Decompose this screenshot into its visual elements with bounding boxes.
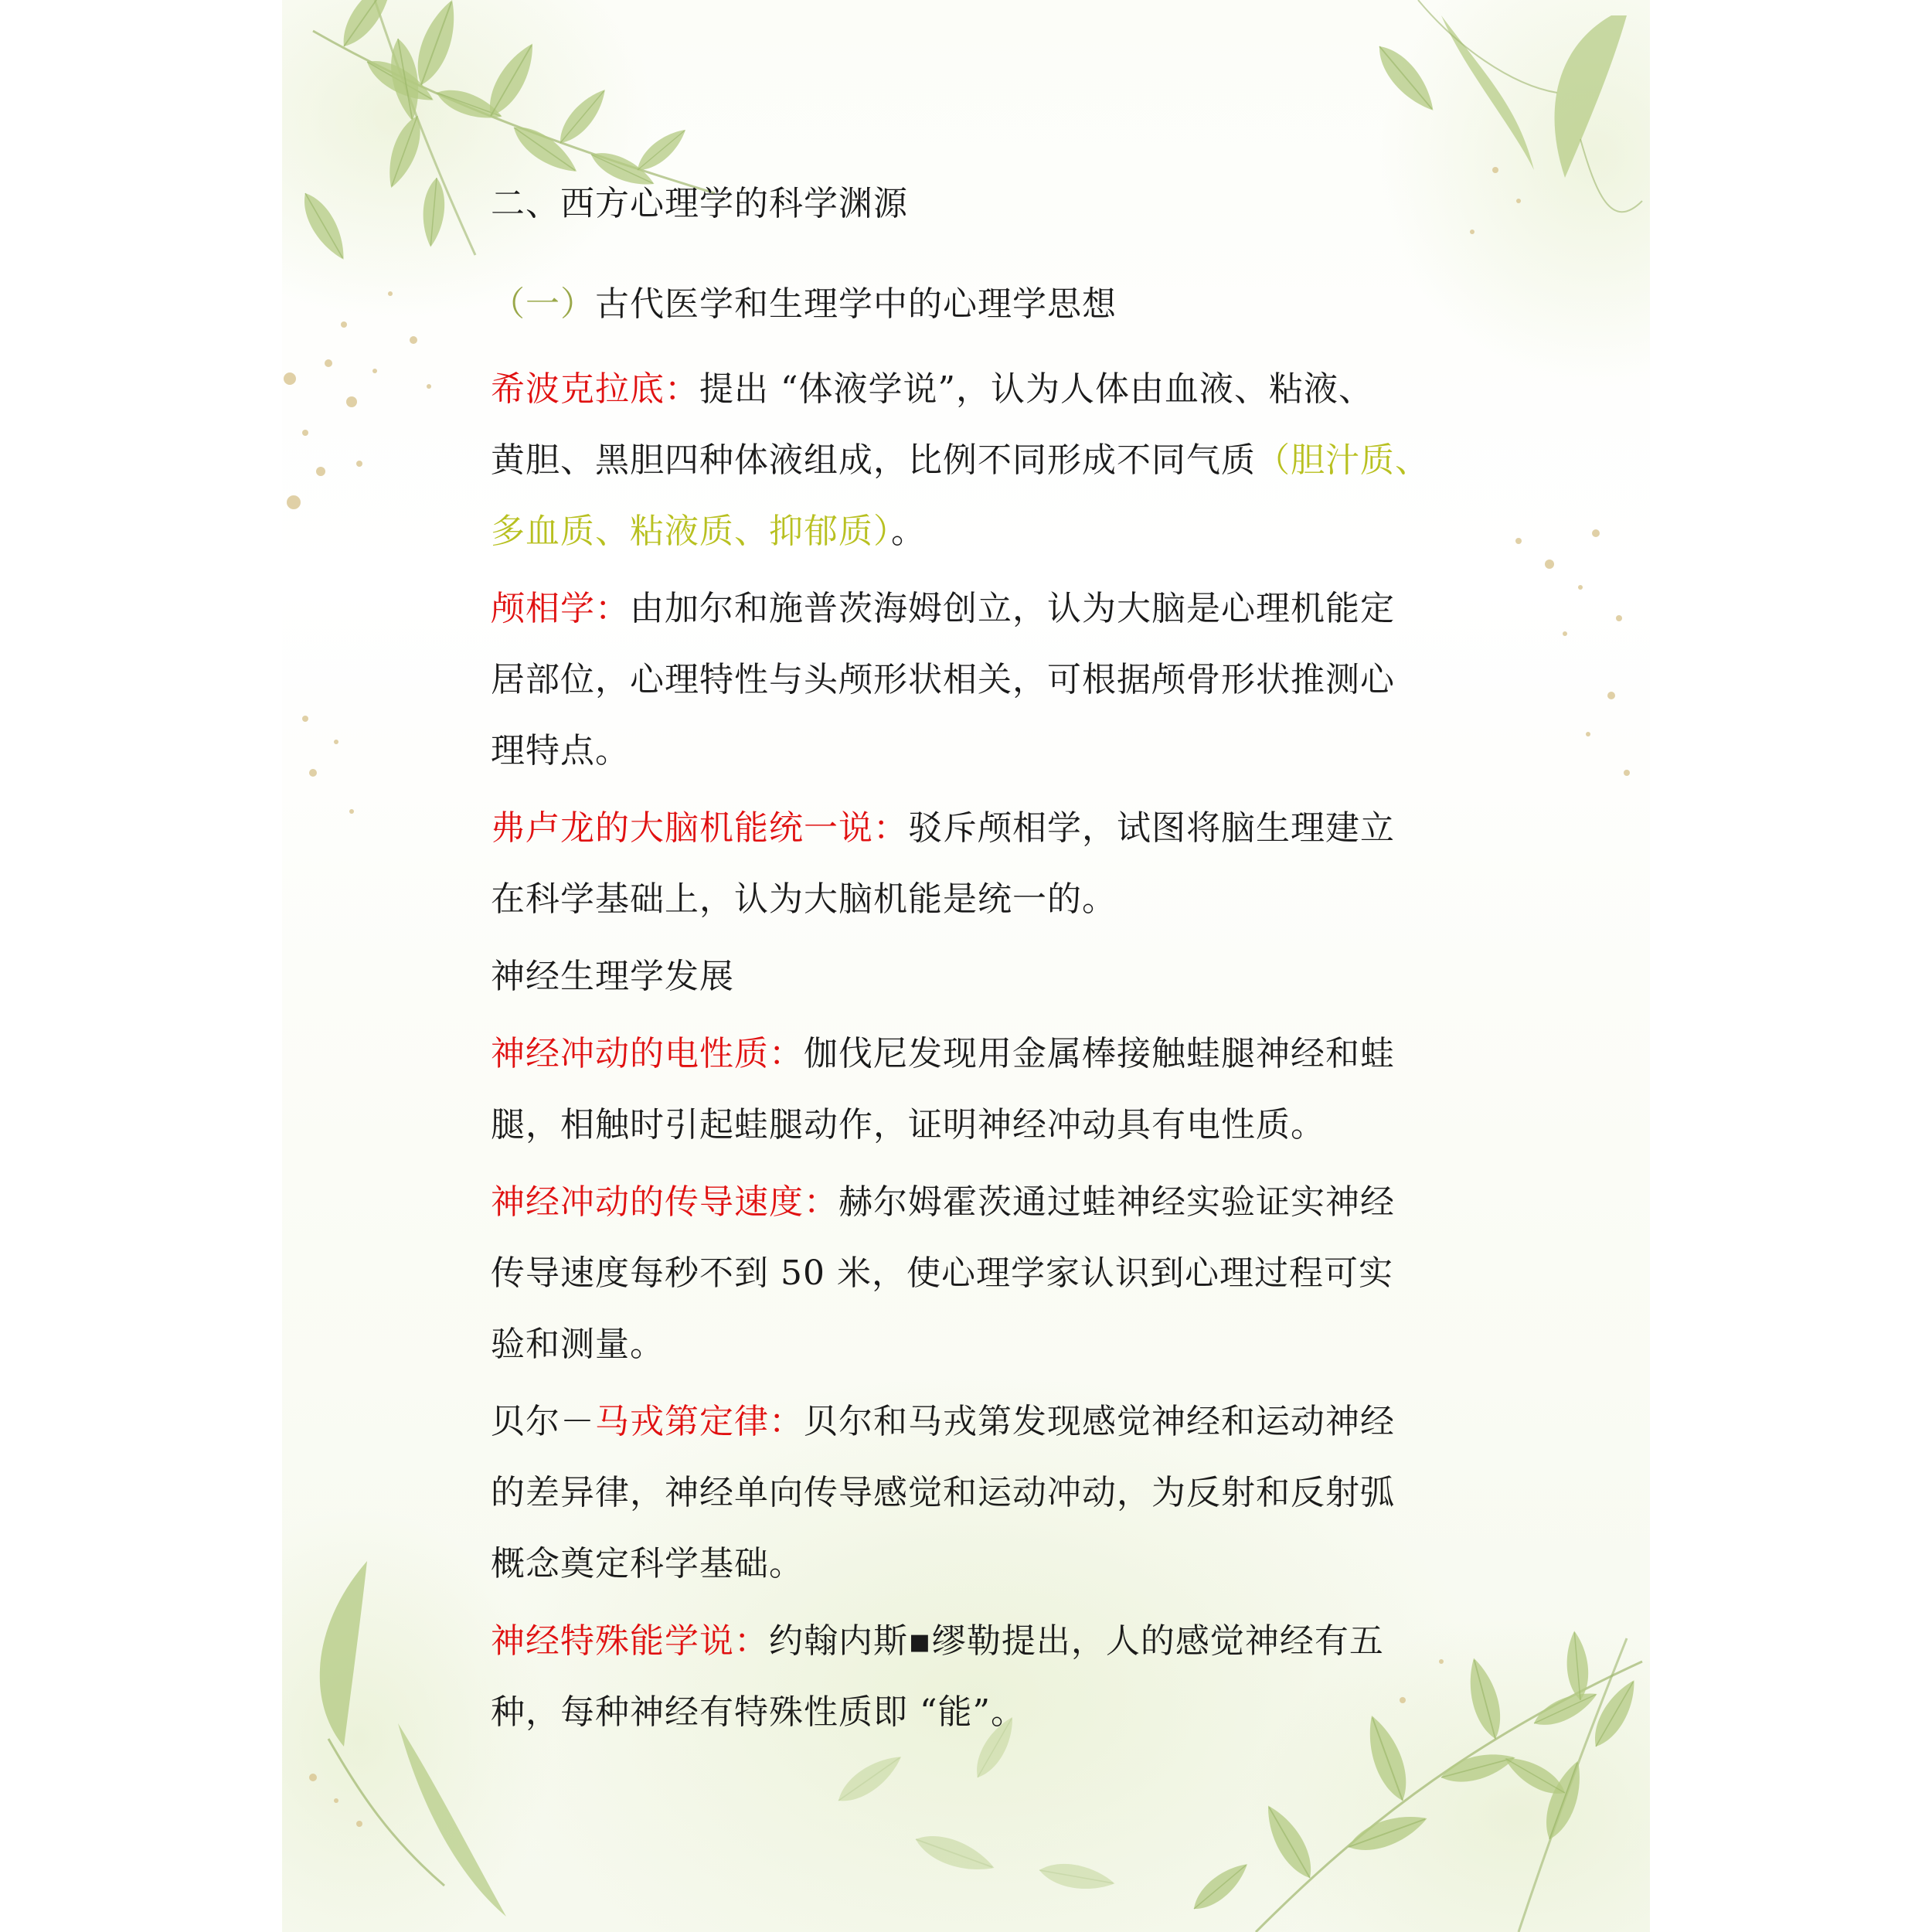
paragraph-text: 伽伐尼发现用金属棒接触蛙腿神经和蛙 bbox=[804, 1034, 1395, 1073]
paragraph-text: 理特点。 bbox=[491, 731, 630, 770]
term-label: 神经冲动的传导速度： bbox=[491, 1182, 838, 1222]
paragraph-text: 验和测量。 bbox=[491, 1325, 665, 1364]
paragraph-text: 提出 “体液学说”，认为人体由血液、粘液、 bbox=[699, 369, 1373, 409]
term-prefix: 贝尔－ bbox=[491, 1402, 595, 1441]
paragraph-text: 赫尔姆霍茨通过蛙神经实验证实神经 bbox=[838, 1182, 1395, 1222]
paragraph-conduction-speed bbox=[491, 1167, 1453, 1380]
paragraph-text: 约翰内斯▪缪勒提出，人的感觉神经有五 bbox=[769, 1621, 1384, 1661]
paragraph-text: 的差异律，神经单向传导感觉和运动冲动，为反射和反射弧 bbox=[491, 1473, 1395, 1512]
paragraph-text: 种，每种神经有特殊性质即 “能”。 bbox=[491, 1692, 1026, 1732]
paragraph-specific-nerve-energies bbox=[491, 1606, 1453, 1748]
subsection-title-text: 古代医学和生理学中的心理学思想 bbox=[595, 284, 1117, 324]
paragraph-text: 贝尔和马戎第发现感觉神经和运动神经 bbox=[804, 1402, 1395, 1441]
term-label: 马戎第定律： bbox=[595, 1402, 804, 1441]
term-label: 神经特殊能学说： bbox=[491, 1621, 769, 1661]
document-body bbox=[491, 168, 1453, 1754]
paragraph-text: 。 bbox=[891, 512, 926, 551]
paragraph-text: 概念奠定科学基础。 bbox=[491, 1544, 804, 1583]
term-label: 希波克拉底： bbox=[491, 369, 699, 409]
paragraph-text: 黄胆、黑胆四种体液组成，比例不同形成不同气质 bbox=[491, 440, 1256, 480]
paragraph-phrenology bbox=[491, 573, 1453, 787]
highlight-text: 多血质、粘液质、抑郁质） bbox=[491, 512, 891, 551]
term-label: 弗卢龙的大脑机能统一说： bbox=[491, 808, 908, 848]
subsection-title bbox=[491, 269, 1453, 340]
term-label: 颅相学： bbox=[491, 589, 630, 628]
paragraph-text: 传导速度每秒不到 50 米，使心理学家认识到心理过程可实 bbox=[491, 1253, 1393, 1293]
paragraph-text: 腿，相触时引起蛙腿动作，证明神经冲动具有电性质。 bbox=[491, 1105, 1325, 1145]
paragraph-bell-magendie bbox=[491, 1386, 1453, 1600]
paragraph-text: 驳斥颅相学，试图将脑生理建立 bbox=[908, 808, 1395, 848]
paragraph-text: 在科学基础上，认为大脑机能是统一的。 bbox=[491, 879, 1117, 919]
paragraph-text: 由加尔和施普茨海姆创立，认为大脑是心理机能定 bbox=[630, 589, 1395, 628]
paragraph-electrical-nature bbox=[491, 1019, 1453, 1161]
paragraph-hippocrates bbox=[491, 354, 1453, 567]
subsection-number: （一） bbox=[491, 284, 595, 324]
plain-heading: 神经生理学发展 bbox=[491, 957, 734, 996]
paragraph-flourens bbox=[491, 793, 1453, 935]
section-title: 二、西方心理学的科学渊源 bbox=[491, 184, 908, 223]
document-page bbox=[282, 0, 1650, 1932]
highlight-text: （胆汁质、 bbox=[1256, 440, 1430, 480]
term-label: 神经冲动的电性质： bbox=[491, 1034, 804, 1073]
paragraph-text: 居部位，心理特性与头颅形状相关，可根据颅骨形状推测心 bbox=[491, 660, 1395, 699]
